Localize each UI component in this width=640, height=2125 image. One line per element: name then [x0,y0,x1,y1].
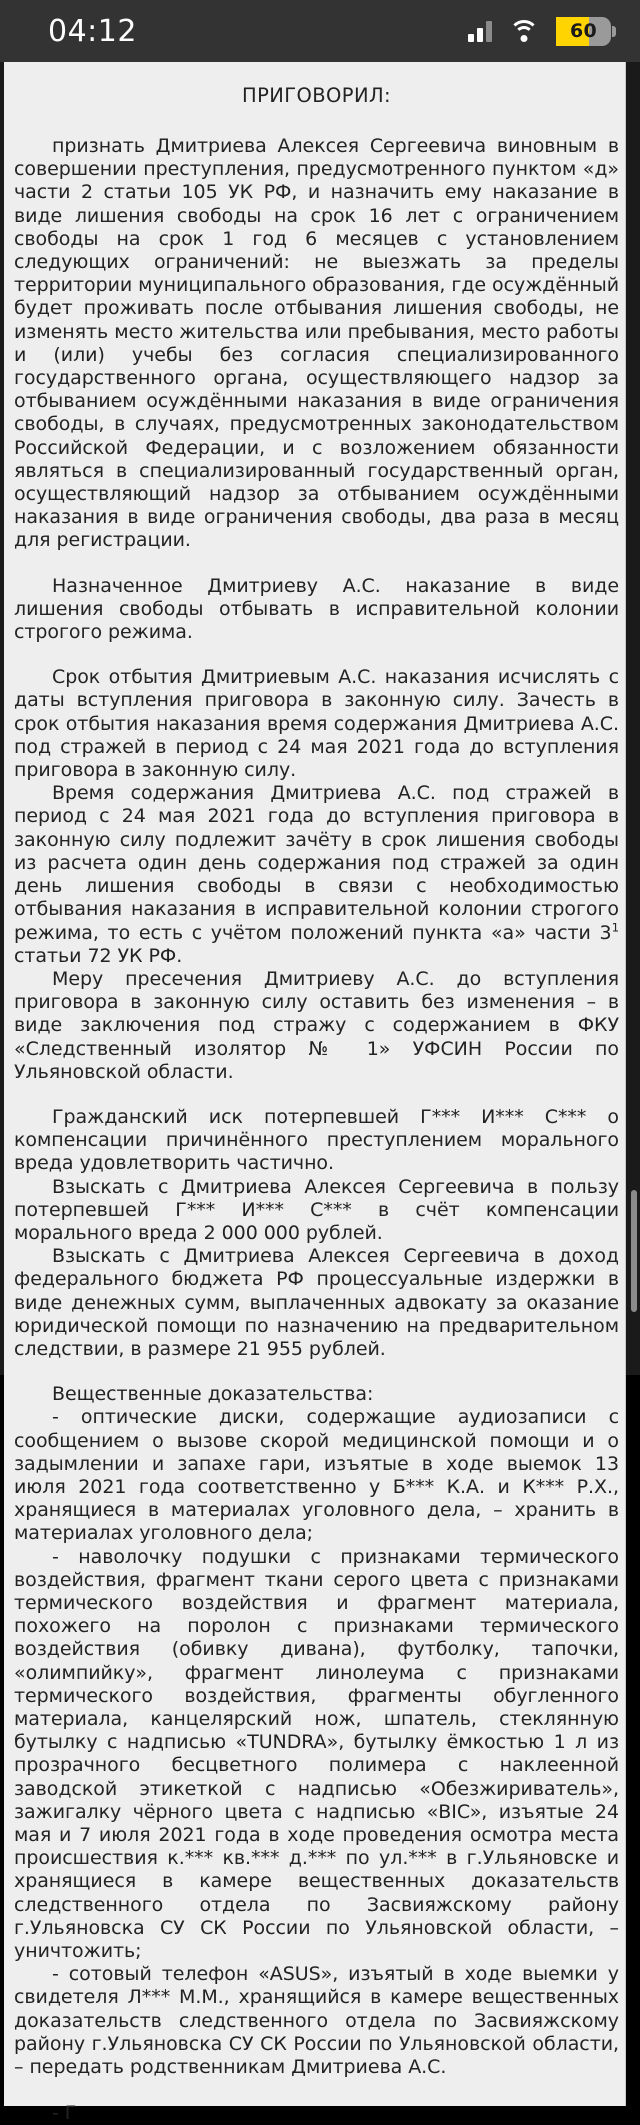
document-clipped-line: - Г [52,2102,77,2125]
battery-body [556,17,611,46]
paragraph-text: - сотовый телефон «ASUS», изъятый в ходе выемки у свидетеля Л*** М.М., хранящийся в камере вещественных доказательств следственного отдела по Засвияжскому району г.Ульяновска СУ СК России по Ульяновской области, – передать родственникам Дмитриева А.С. [14,1963,619,2079]
status-bar-icons [468,17,616,46]
battery-percent-label: 60 [569,20,598,42]
scrollbar-track[interactable] [630,62,640,1375]
paragraph-text: признать Дмитриева Алексея Сергеевича виновным в совершении преступления, предусмотренного пунктом «д» части 2 статьи 105 УК РФ, и назначить ему наказание в виде лишения свободы на срок 16 лет с ограничением свободы на срок 1 год 6 месяцев с установлением следующих ограничений: не выезжать за пределы территории муниципального образования, где осуждённый будет проживать после отбывания лишения свободы, не изменять место жительства или пребывания, место работы и (или) учебы без согласия специализированного государственного органа, осуществляющего надзор за отбыванием осуждёнными наказания в виде ограничения свободы, в случаях, предусмотренных законодательством Российской Федерации, и с возложением обязанности являться в специализированный государственный орган, осуществляющий надзор за отбыванием осуждёнными наказания в виде ограничения свободы, два раза в месяц для регистрации. [14,135,619,552]
document-paragraph [14,575,619,645]
paragraph-text-tail: статьи 72 УК РФ. [14,944,183,967]
paragraph-text: Меру пресечения Дмитриеву А.С. до вступления приговора в законную силу оставить без изменения – в виде заключения под стражу с содержанием в ФКУ «Следственный изолятор № 1» УФСИН России по Ульяновской области. [14,967,619,1083]
paragraph-text: Гражданский иск потерпевшей Г*** И*** С*** о компенсации причинённого преступлением морального вреда удовлетворить частично. [14,1105,619,1175]
document-paragraph [14,1546,619,1964]
document-paragraph [14,1406,619,1545]
document-paragraph [14,1245,619,1361]
paragraph-text: - наволочку подушки с признаками термического воздействия, фрагмент ткани серого цвета с признаками термического воздействия и фрагмент материала, похожего на поролон с признаками термического воздействия (обивку дивана), футболку, тапочки, «олимпийку», фрагмент линолеума с признаками термического воздействия, фрагменты обугленного материала, канцелярский нож, шпатель, стеклянную бутылку с надписью «TUNDRA», бутылку ёмкостью 1 л из прозрачного бесцветного полимера с наклеенной заводской этикеткой с надписью «Обезжириватель», зажигалку чёрного цвета с надписью «BIC», изъятые 24 мая и 7 июля 2021 года в ходе проведения осмотра места происшествия к.*** кв.*** д.*** по ул.*** в г.Ульяновске и хранящиеся в камере вещественных доказательств следственного отдела по Засвияжскому району г.Ульяновска СУ СК России по Ульяновской области, – уничтожить; [14,1545,619,1963]
document-paragraph [14,135,619,553]
paragraph-text: Взыскать с Дмитриева Алексея Сергеевича в доход федерального бюджета РФ процессуальные издержки в виде денежных сумм, выплаченных адвокату за оказание юридической помощи по назначению на предварительном следствии, в размере 21 955 рублей. [14,1245,619,1360]
document-paragraph [14,666,619,782]
scrollbar-thumb[interactable] [631,1190,637,1312]
paragraph-text: Время содержания Дмитриева А.С. под стражей в период с 24 мая 2021 года до вступления приговора в законную силу подлежит зачёту в срок лишения свободы из расчета один день содержания под стражей за один день лишения свободы в связи с необходимостью отбывания наказания в исправительной колонии строгого режима, то есть с учётом положений пункта «а» части 3 [14,782,619,944]
status-bar-clock: 04:12 [48,13,137,49]
document-paragraph [14,782,619,968]
battery-icon [556,17,616,46]
paragraph-text: Вещественные доказательства: [52,1383,374,1406]
document-heading: ПРИГОВОРИЛ: [242,84,391,107]
document-viewport[interactable] [0,62,640,2125]
cellular-signal-icon [468,21,492,42]
paragraph-text: - оптические диски, содержащие аудиозаписи с сообщением о вызове скорой медицинской помощи и о задымлении и запахе гари, изъятые в ходе выемок 13 июля 2021 года соответственно у Б*** К.А. и К*** Р.Х., хранящиеся в материалах уголовного дела, – хранить в материалах уголовного дела; [14,1406,619,1545]
battery-cap [612,26,616,37]
paragraph-text: Взыскать с Дмитриева Алексея Сергеевича в пользу потерпевшей Г*** И*** С*** в счёт компенсации морального вреда 2 000 000 рублей. [14,1175,619,1244]
document-paragraph [14,1176,619,1246]
document-paragraph [14,1963,619,2079]
paragraph-text: Срок отбытия Дмитриевым А.С. наказания исчислять с даты вступления приговора в законную силу. Зачесть в срок отбытия наказания время содержания Дмитриева А.С. под стражей в период с 24 мая 2021 года до вступления приговора в законную силу. [14,666,619,782]
wifi-icon [509,20,539,42]
document-paragraph [14,1383,619,1406]
document-paragraph [14,1106,619,1176]
document-page [4,62,626,2125]
paragraph-text: Назначенное Дмитриеву А.С. наказание в виде лишения свободы отбывать в исправительной колонии строгого режима. [14,574,619,644]
status-bar [0,0,640,62]
document-body [14,62,619,2125]
document-paragraph [14,968,619,1084]
paragraph-superscript: 1 [611,920,619,935]
